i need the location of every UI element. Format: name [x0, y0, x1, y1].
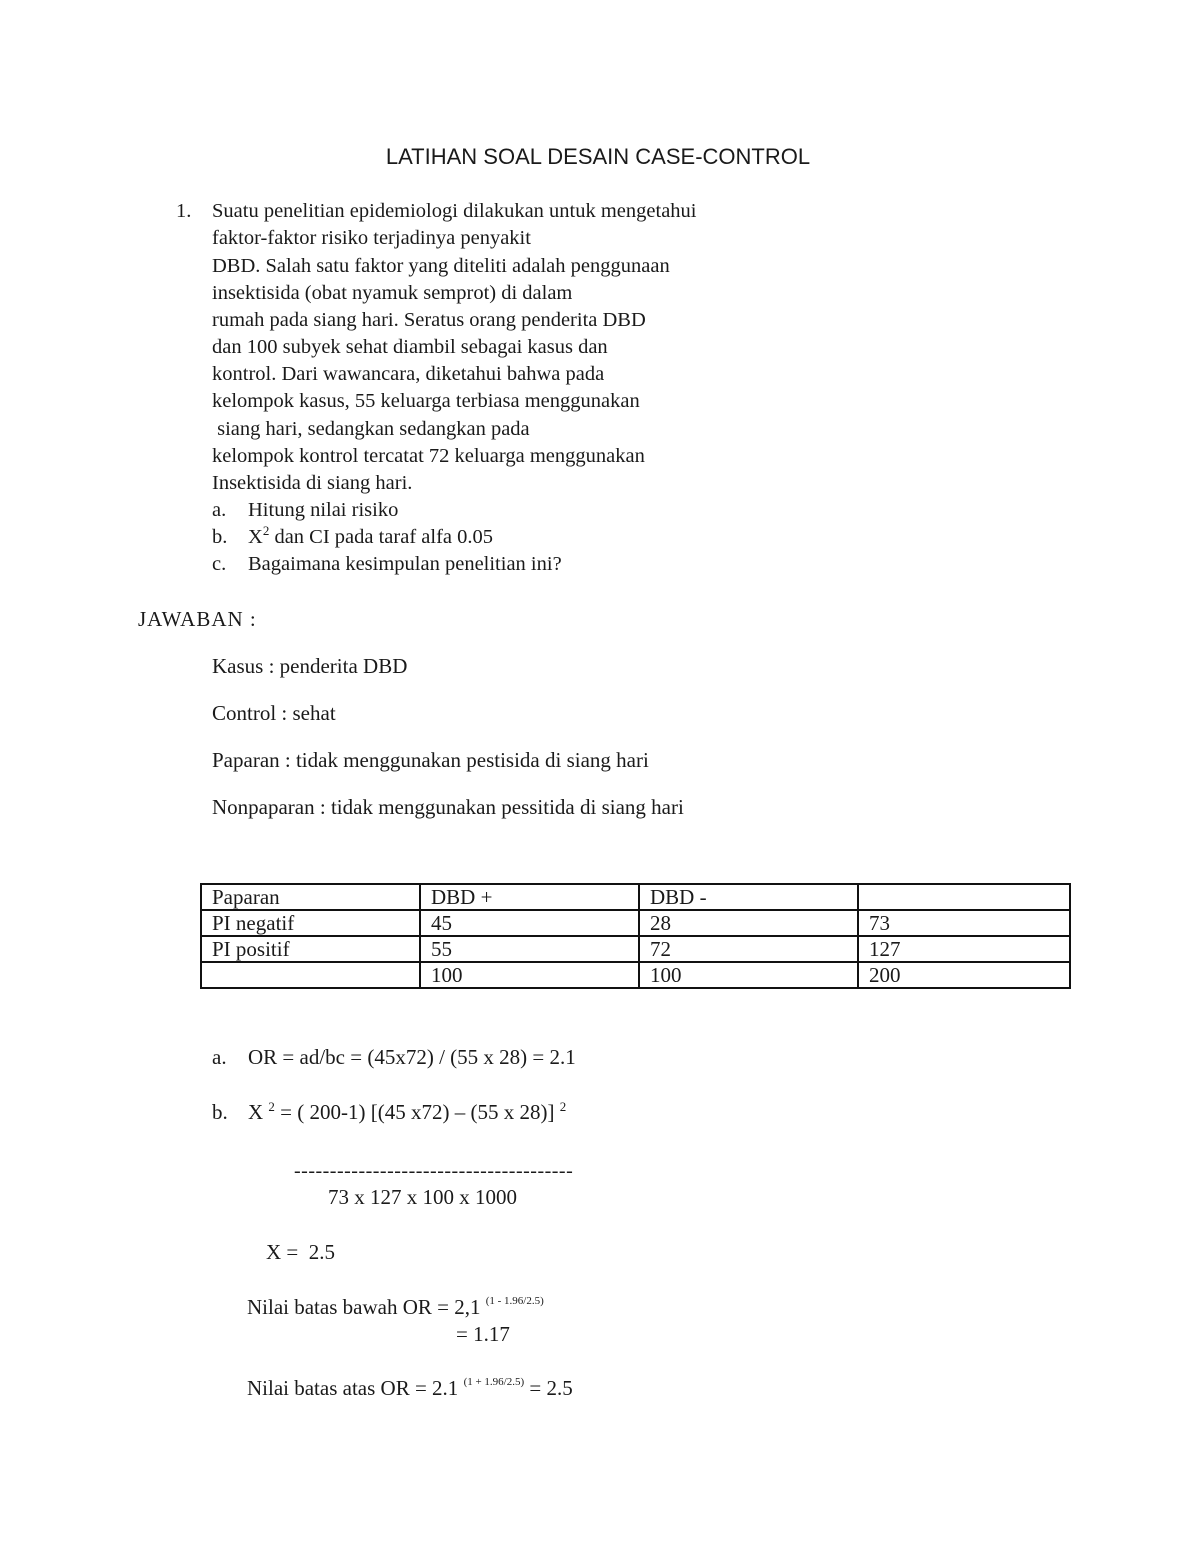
table-cell: [201, 962, 420, 988]
x-result: X = 2.5: [266, 1240, 336, 1264]
answer-b-denominator: 73 x 127 x 100 x 1000: [328, 1185, 517, 1209]
definition-paparan: Paparan : tidak menggunakan pestisida di siang hari: [212, 748, 649, 772]
superscript: 2: [559, 1099, 567, 1114]
question-line: insektisida (obat nyamuk semprot) di dalam: [212, 282, 573, 304]
answer-b-numerator: = ( 200-1) [(45 x72) – (55 x 28)]: [274, 1100, 560, 1124]
answer-letter: b.: [212, 1100, 228, 1124]
question-line: siang hari, sedangkan sedangkan pada: [212, 418, 530, 440]
superscript: 2: [268, 1099, 275, 1114]
definition-control: Control : sehat: [212, 701, 336, 725]
sub-text-pre: X: [248, 526, 263, 548]
sub-letter: b.: [212, 526, 228, 548]
definition-kasus: Kasus : penderita DBD: [212, 654, 408, 678]
table-cell: 28: [639, 910, 858, 936]
answer-letter: a.: [212, 1045, 227, 1069]
table-cell: PI positif: [201, 936, 420, 962]
table-cell: 127: [858, 936, 1070, 962]
sub-text: Bagaimana kesimpulan penelitian ini?: [248, 553, 562, 575]
sub-question-b: [212, 523, 494, 549]
table-cell: 73: [858, 910, 1070, 936]
superscript: 2: [262, 523, 270, 539]
sub-text: Hitung nilai risiko: [248, 499, 399, 521]
question-line: Insektisida di siang hari.: [212, 472, 413, 494]
sub-letter: a.: [212, 499, 227, 521]
table-header-cell: DBD +: [420, 884, 639, 910]
sub-question-c: [212, 553, 562, 576]
answer-a: [212, 1045, 576, 1070]
upper-bound-exponent: (1 + 1.96/2.5): [463, 1376, 525, 1388]
table-cell: 100: [420, 962, 639, 988]
lower-bound-label: Nilai batas bawah OR = 2,1: [247, 1295, 486, 1319]
question-line: kontrol. Dari wawancara, diketahui bahwa pada: [212, 363, 605, 385]
fraction-line: ---------------------------------------: [294, 1160, 574, 1182]
table-cell: 45: [420, 910, 639, 936]
question-line: kelompok kontrol tercatat 72 keluarga menggunakan: [212, 445, 645, 467]
upper-bound: [247, 1376, 573, 1401]
page-title: LATIHAN SOAL DESAIN CASE-CONTROL: [385, 144, 811, 169]
question-line: Suatu penelitian epidemiologi dilakukan untuk mengetahui: [212, 200, 697, 222]
answer-b-pre: X: [248, 1100, 269, 1124]
question-line: kelompok kasus, 55 keluarga terbiasa menggunakan: [212, 390, 640, 412]
answer-b: [212, 1100, 566, 1125]
table-header-cell: [858, 884, 1070, 910]
table-row: [201, 962, 1070, 988]
question-line: faktor-faktor risiko terjadinya penyakit: [212, 227, 531, 249]
sub-letter: c.: [212, 553, 227, 575]
table-cell: 72: [639, 936, 858, 962]
table-cell: 55: [420, 936, 639, 962]
table-cell: 200: [858, 962, 1070, 988]
upper-bound-result: = 2.5: [524, 1376, 573, 1400]
sub-text: dan CI pada taraf alfa 0.05: [269, 526, 494, 548]
answer-a-formula: OR = ad/bc = (45x72) / (55 x 28) = 2.1: [248, 1045, 576, 1069]
lower-bound-exponent: (1 - 1.96/2.5): [485, 1295, 544, 1307]
table-row: [201, 936, 1070, 962]
question-line: rumah pada siang hari. Seratus orang penderita DBD: [212, 309, 646, 331]
lower-bound-result: = 1.17: [456, 1322, 510, 1346]
upper-bound-label: Nilai batas atas OR = 2.1: [247, 1376, 464, 1400]
contingency-table: [200, 883, 1071, 989]
sub-question-a: [212, 499, 398, 522]
question-line: dan 100 subyek sehat diambil sebagai kasus dan: [212, 336, 608, 358]
table-cell: 100: [639, 962, 858, 988]
table-header-cell: Paparan: [201, 884, 420, 910]
answer-heading: JAWABAN :: [138, 607, 257, 631]
question-number: 1.: [176, 200, 192, 222]
table-cell: PI negatif: [201, 910, 420, 936]
definition-nonpaparan: Nonpaparan : tidak menggunakan pessitida di siang hari: [212, 795, 684, 819]
question-line: DBD. Salah satu faktor yang diteliti adalah penggunaan: [212, 255, 670, 277]
table-row: [201, 910, 1070, 936]
table-header-row: [201, 884, 1070, 910]
lower-bound: [247, 1295, 544, 1320]
table-header-cell: DBD -: [639, 884, 858, 910]
